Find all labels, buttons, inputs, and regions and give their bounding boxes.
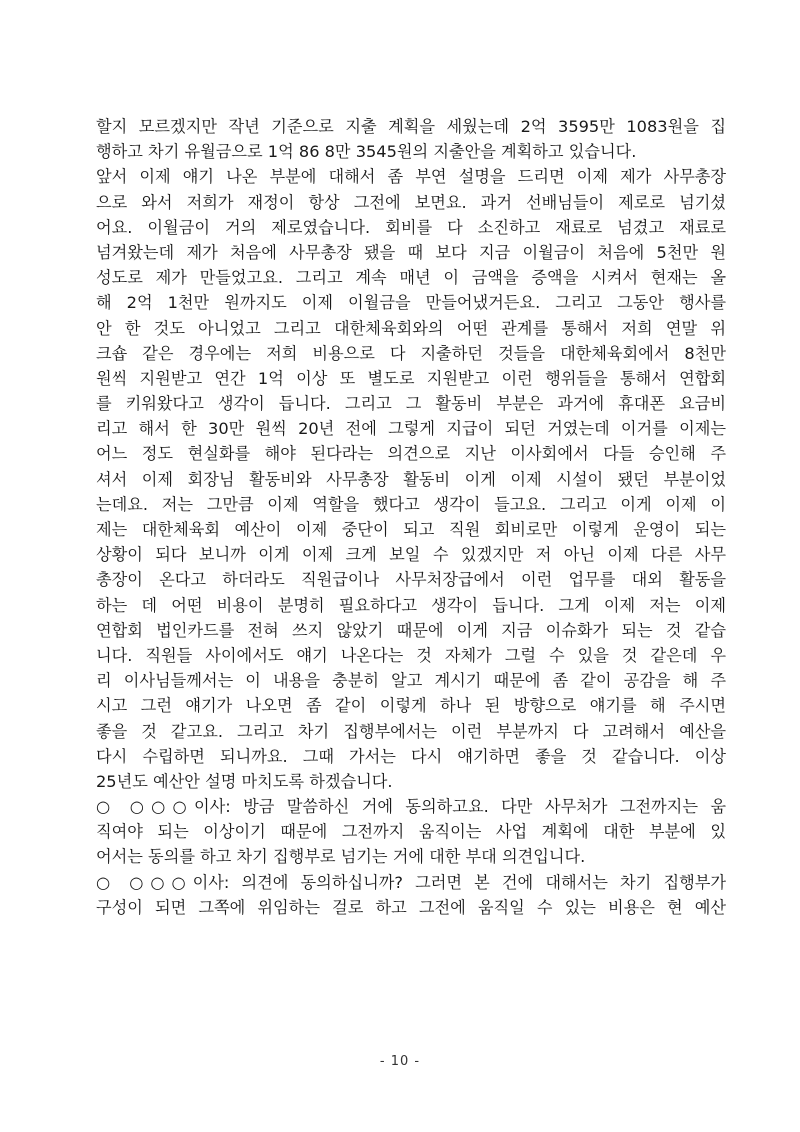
text-line: 하는 데 어떤 비용이 분명히 필요하다고 생각이 듭니다. 그게 이제 저는 이제 <box>96 595 726 615</box>
text-line: 25년도 예산안 설명 마치도록 하겠습니다. <box>96 771 393 791</box>
text-line: 리고 해서 한 30만 원씩 20년 전에 그렇게 지급이 되던 거였는데 이거를 이제는 <box>96 419 726 439</box>
text-line: 어요. 이월금이 거의 제로였습니다. 회비를 다 소진하고 재료로 넘겼고 재료로 <box>96 217 726 237</box>
text-line: 다시 수립하면 되니까요. 그때 가서는 다시 얘기하면 좋을 것 같습니다. 이상 <box>96 746 726 766</box>
text-line: 원씩 지원받고 연간 1억 이상 또 별도로 지원받고 이런 행위들을 통해서 연합회 <box>96 368 726 388</box>
text-line: 해 2억 1천만 원까지도 이제 이월금을 만들어냈거든요. 그리고 그동안 행사를 <box>96 293 726 313</box>
text-line: 으로 와서 저희가 재정이 항상 그전에 보면요. 과거 선배님들이 제로로 넘기셨 <box>96 192 726 212</box>
text-line: 제는 대한체육회 예산이 이제 중단이 되고 직원 회비로만 이렇게 운영이 되는 <box>96 520 726 539</box>
text-line: 행하고 차기 유월금으로 1억 86 8만 3545원의 지출안을 계획하고 있습니다. <box>96 142 637 162</box>
text-line: 성도로 제가 만들었고요. 그리고 계속 매년 이 금액을 증액을 시켜서 현재는 올 <box>96 268 726 288</box>
body-text <box>96 114 726 920</box>
text-line: 는데요. 저는 그만큼 이제 역할을 했다고 생각이 들고요. 그리고 이게 이제 이 <box>96 494 726 514</box>
text-line: 좋을 것 같고요. 그리고 차기 집행부에서는 이런 부분까지 다 고려해서 예산을 <box>96 721 726 741</box>
text-line: 안 한 것도 아니었고 그리고 대한체육회와의 어떤 관계를 통해서 저희 연말 위 <box>96 318 726 338</box>
speaker-line: ○ ○○○이사: 의견에 동의하십니까? 그러면 본 건에 대해서는 차기 집행부가 <box>96 872 726 892</box>
text-line: 직여야 되는 이상이기 때문에 그전까지 움직이는 사업 계획에 대한 부분에 있 <box>96 822 726 842</box>
text-line: 니다. 직원들 사이에서도 얘기 나온다는 것 자체가 그럴 수 있을 것 같은데 우 <box>96 645 726 665</box>
text-line: 상황이 되다 보니까 이게 이제 크게 보일 수 있겠지만 저 아닌 이제 다른 사무 <box>96 545 726 565</box>
text-line: 연합회 법인카드를 전혀 쓰지 않았기 때문에 이게 지금 이슈화가 되는 것 같습 <box>96 620 726 640</box>
text-line: 시고 그런 얘기가 나오면 좀 같이 이렇게 하나 된 방향으로 얘기를 해 주시면 <box>96 696 726 716</box>
text-line: 어서는 동의를 하고 차기 집행부로 넘기는 거에 대한 부대 의견입니다. <box>96 847 586 867</box>
text-line: 할지 모르겠지만 작년 기준으로 지출 계획을 세웠는데 2억 3595만 1083원을 집 <box>96 117 726 136</box>
text-line: 총장이 온다고 하더라도 직원급이나 사무처장급에서 이런 업무를 대외 활동을 <box>96 570 726 590</box>
page-number: - 10 - <box>379 1054 421 1069</box>
text-line: 어느 정도 현실화를 해야 된다라는 의견으로 지난 이사회에서 다들 승인해 주 <box>96 444 726 464</box>
text-line: 앞서 이제 얘기 나온 부분에 대해서 좀 부연 설명을 드리면 이제 제가 사무총장 <box>96 167 726 187</box>
speaker-line: ○ ○○○이사: 방금 말씀하신 거에 동의하고요. 다만 사무처가 그전까지는 움 <box>96 797 726 817</box>
text-line: 리 이사님들께서는 이 내용을 충분히 알고 계시기 때문에 좀 같이 공감을 해 주 <box>96 671 726 691</box>
text-line: 크숍 같은 경우에는 저희 비용으로 다 지출하던 것들을 대한체육회에서 8천만 <box>96 343 726 363</box>
text-line: 를 키워왔다고 생각이 듭니다. 그리고 그 활동비 부분은 과거에 휴대폰 요금비 <box>96 394 726 414</box>
text-line: 셔서 이제 회장님 활동비와 사무총장 활동비 이게 이제 시설이 됐던 부분이었 <box>96 469 726 489</box>
text-line: 구성이 되면 그쪽에 위임하는 걸로 하고 그전에 움직일 수 있는 비용은 현 예산 <box>96 897 726 917</box>
text-line: 넘겨왔는데 제가 처음에 사무총장 됐을 때 보다 지금 이월금이 처음에 5천만 원 <box>96 242 726 262</box>
